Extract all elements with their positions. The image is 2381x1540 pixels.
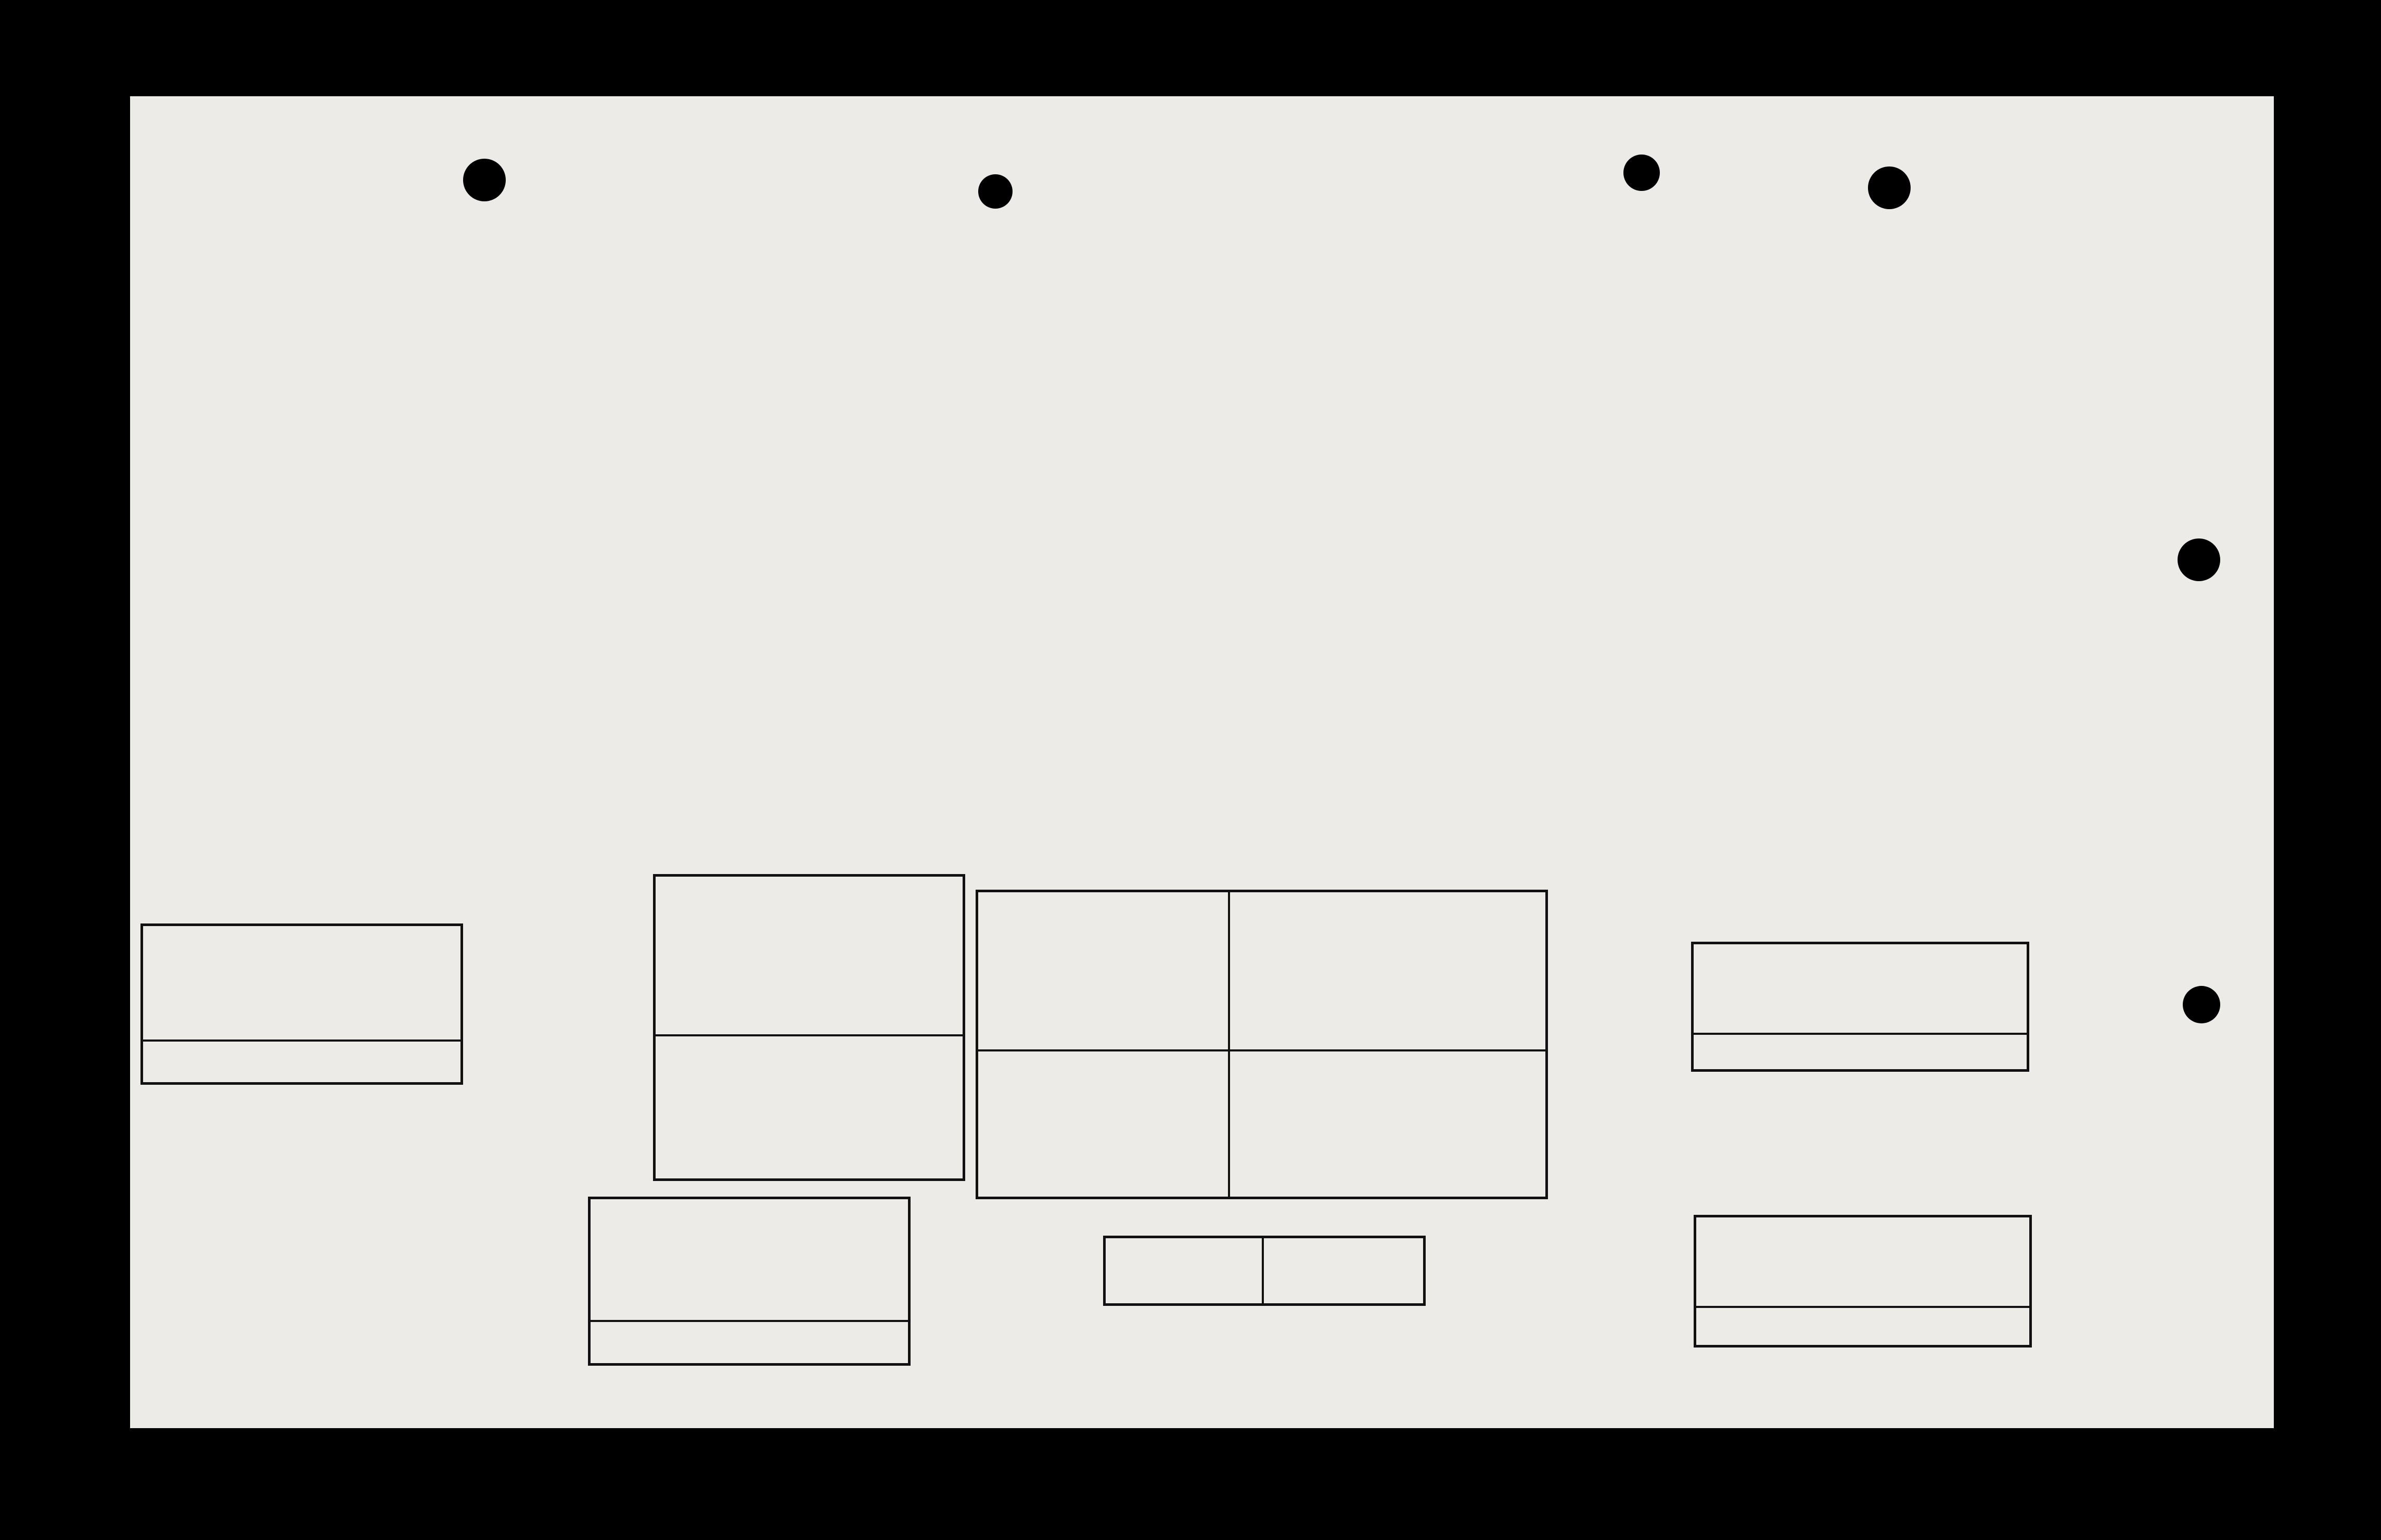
cash-sales-box [1691, 942, 2029, 1072]
vault-items-box [588, 1197, 911, 1366]
table-header-lines [130, 96, 2274, 476]
report-sheet [130, 96, 2274, 1428]
punch-hole [2178, 538, 2220, 581]
ground-neg-box [1103, 1236, 1426, 1306]
non-recoverable-box [1694, 1215, 2032, 1348]
air-film-processed-box [653, 874, 965, 1181]
air-film-vault-box [976, 890, 1548, 1199]
punch-hole [2183, 986, 2220, 1023]
chemicals-box [140, 923, 463, 1085]
